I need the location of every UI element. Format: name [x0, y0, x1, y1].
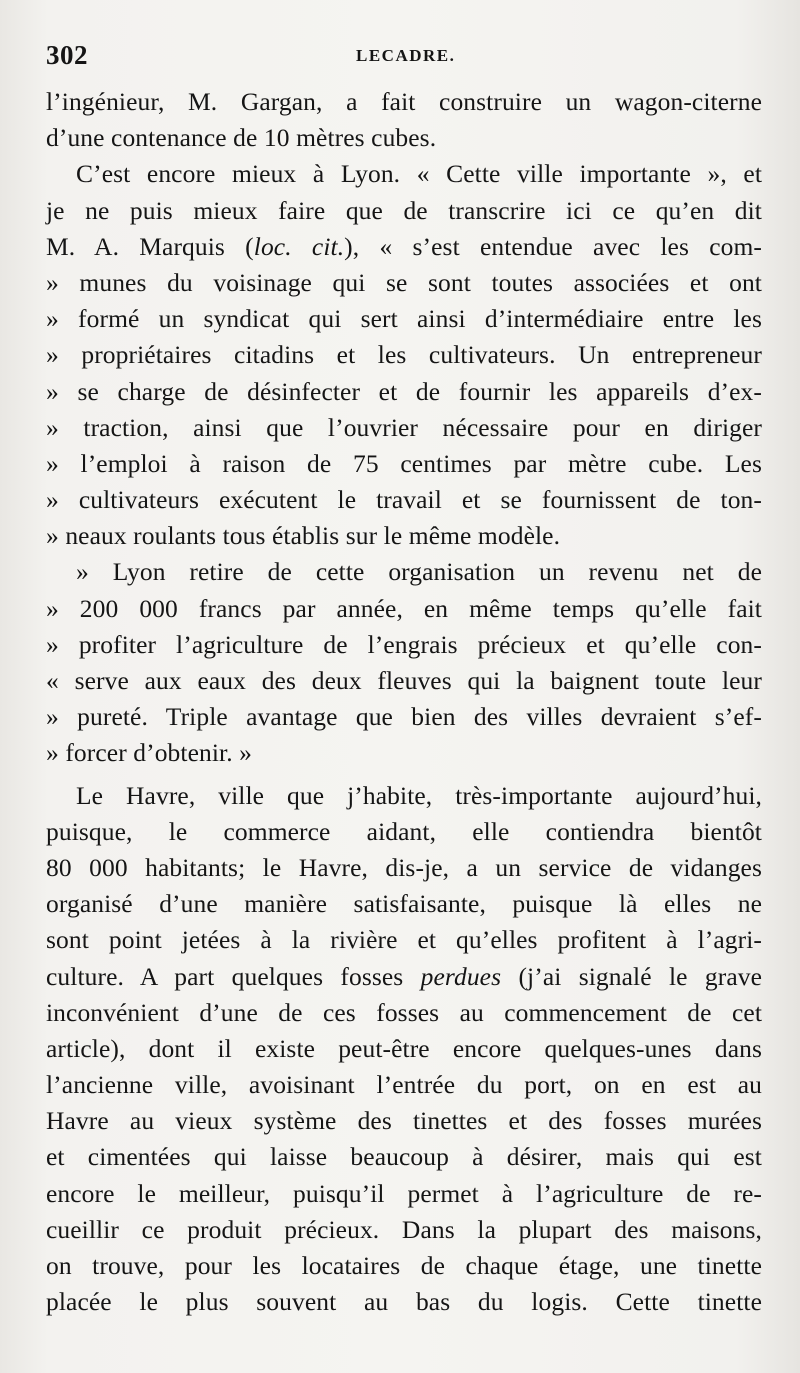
italic-term: perdues: [420, 961, 502, 991]
text-line: » 200 000 francs par année, en même temps qu’elle fait: [46, 593, 762, 623]
text-run: (j’ai signalé le grave: [501, 961, 763, 991]
text-line: [46, 959, 762, 995]
text-line: Le Havre, ville que j’habite, très-importante aujourd’hui,: [76, 780, 762, 810]
text-line: encore le meilleur, puisqu’il permet à l’agriculture de re-: [46, 1178, 762, 1208]
text-line: organisé d’une manière satisfaisante, puisque là elles ne: [46, 889, 762, 919]
text-line: je ne puis mieux faire que de transcrire ici ce qu’en dit: [46, 195, 762, 225]
text-line: on trouve, pour les locataires de chaque étage, une tinette: [46, 1251, 762, 1280]
text-line: » Lyon retire de cette organisation un revenu net de: [76, 557, 762, 587]
text-line: et cimentées qui laisse beaucoup à désirer, mais qui est: [46, 1142, 762, 1172]
text-line: « serve aux eaux des deux fleuves qui la baignent toute leur: [46, 666, 762, 695]
text-run: ), « s’est entendue avec les com-: [344, 231, 762, 261]
text-line: article), dont il existe peut-être encore quelques-unes dans: [46, 1033, 762, 1063]
text-run: M. A. Marquis (: [46, 231, 254, 261]
text-line: » l’emploi à raison de 75 centimes par mètre cube. Les: [46, 448, 762, 478]
text-line: C’est encore mieux à Lyon. « Cette ville importante », et: [76, 159, 762, 189]
text-line: » munes du voisinage qui se sont toutes associées et ont: [46, 267, 762, 297]
text-line: placée le plus souvent au bas du logis. Cette tinette: [46, 1287, 762, 1317]
text-line: » pureté. Triple avantage que bien des villes devraient s’ef-: [46, 702, 762, 732]
text-line: l’ingénieur, M. Gargan, a fait construire un wagon-citerne: [46, 87, 762, 116]
text-line: cueillir ce produit précieux. Dans la plupart des maisons,: [46, 1214, 762, 1244]
text-line: » neaux roulants tous établis sur le même modèle.: [46, 521, 561, 551]
text-line: » cultivateurs exécutent le travail et se fournissent de ton-: [46, 485, 762, 515]
text-line: inconvénient d’une de ces fosses au commencement de cet: [46, 997, 762, 1027]
page-number: 302: [46, 40, 88, 70]
text-line: Havre au vieux système des tinettes et des fosses murées: [46, 1106, 762, 1136]
text-line: d’une contenance de 10 mètres cubes.: [46, 123, 437, 153]
text-line: » traction, ainsi que l’ouvrier nécessaire pour en diriger: [46, 412, 762, 442]
text-line: » profiter l’agriculture de l’engrais précieux et qu’elle con-: [46, 629, 762, 659]
text-line: » forcer d’obtenir. »: [46, 738, 253, 768]
text-line: puisque, le commerce aidant, elle contiendra bientôt: [46, 816, 762, 846]
text-line: 80 000 habitants; le Havre, dis-je, a un service de vidanges: [46, 852, 762, 882]
text-run: culture. A part quelques fosses: [46, 961, 421, 991]
text-line: » propriétaires citadins et les cultivateurs. Un entrepreneur: [46, 340, 762, 370]
text-line: » se charge de désinfecter et de fournir les appareils d’ex-: [46, 376, 762, 406]
text-line: l’ancienne ville, avoisinant l’entrée du port, on en est au: [46, 1070, 762, 1100]
text-line: sont point jetées à la rivière et qu’elles profitent à l’agri-: [46, 925, 762, 955]
page-header: [46, 40, 766, 80]
text-line: » formé un syndicat qui sert ainsi d’intermédiaire entre les: [46, 304, 762, 334]
body-text: [46, 84, 762, 1320]
italic-citation: loc. cit.: [253, 231, 345, 261]
text-line: [46, 229, 762, 265]
running-head: LECADRE.: [356, 46, 456, 65]
